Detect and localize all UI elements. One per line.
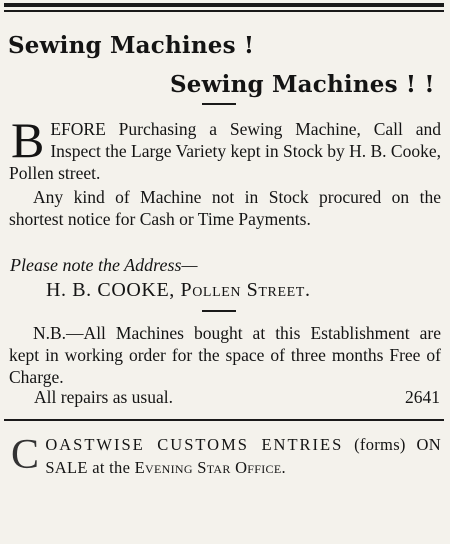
- evening-text: Evening: [134, 458, 193, 477]
- drop-cap-c: C: [11, 432, 40, 478]
- coastwise-heading: OASTWISE CUSTOMS ENTRIES: [45, 435, 344, 454]
- advert-separator-rule: [4, 419, 444, 421]
- address-line: [46, 279, 311, 302]
- paragraph-before-purchasing-text: EFORE Purchasing a Sewing Machine, Call and Inspect the Large Variety kept in Stock by H. B. Cooke, Pollen street.: [9, 119, 441, 183]
- address-street: Pollen Street.: [180, 279, 311, 301]
- address-name: H. B. COOKE,: [46, 279, 175, 301]
- repairs-line: All repairs as usual.: [34, 387, 173, 407]
- paragraph-nb: N.B.—All Machines bought at this Establishment are kept in working order for the space of three months Free of Charge.: [9, 323, 441, 387]
- coastwise-forms-text: (forms) ON SALE at the: [45, 435, 441, 477]
- headline-sewing-machines-repeat: Sewing Machines ! !: [170, 71, 435, 98]
- ad-number: 2641: [405, 387, 440, 407]
- section-divider: [202, 103, 236, 105]
- top-thin-rule: [4, 10, 444, 12]
- note-address-label: Please note the Address—: [10, 255, 198, 275]
- drop-cap-b: B: [11, 112, 45, 168]
- star-office-text: Star Office.: [197, 458, 286, 477]
- section-divider-2: [202, 310, 236, 312]
- headline-sewing-machines: Sewing Machines !: [8, 32, 255, 59]
- paragraph-any-kind: Any kind of Machine not in Stock procured on the shortest notice for Cash or Time Payments.: [9, 187, 441, 229]
- top-thick-rule: [4, 3, 444, 7]
- paragraph-before-purchasing: [9, 112, 441, 184]
- coastwise-customs-advert: [9, 433, 441, 479]
